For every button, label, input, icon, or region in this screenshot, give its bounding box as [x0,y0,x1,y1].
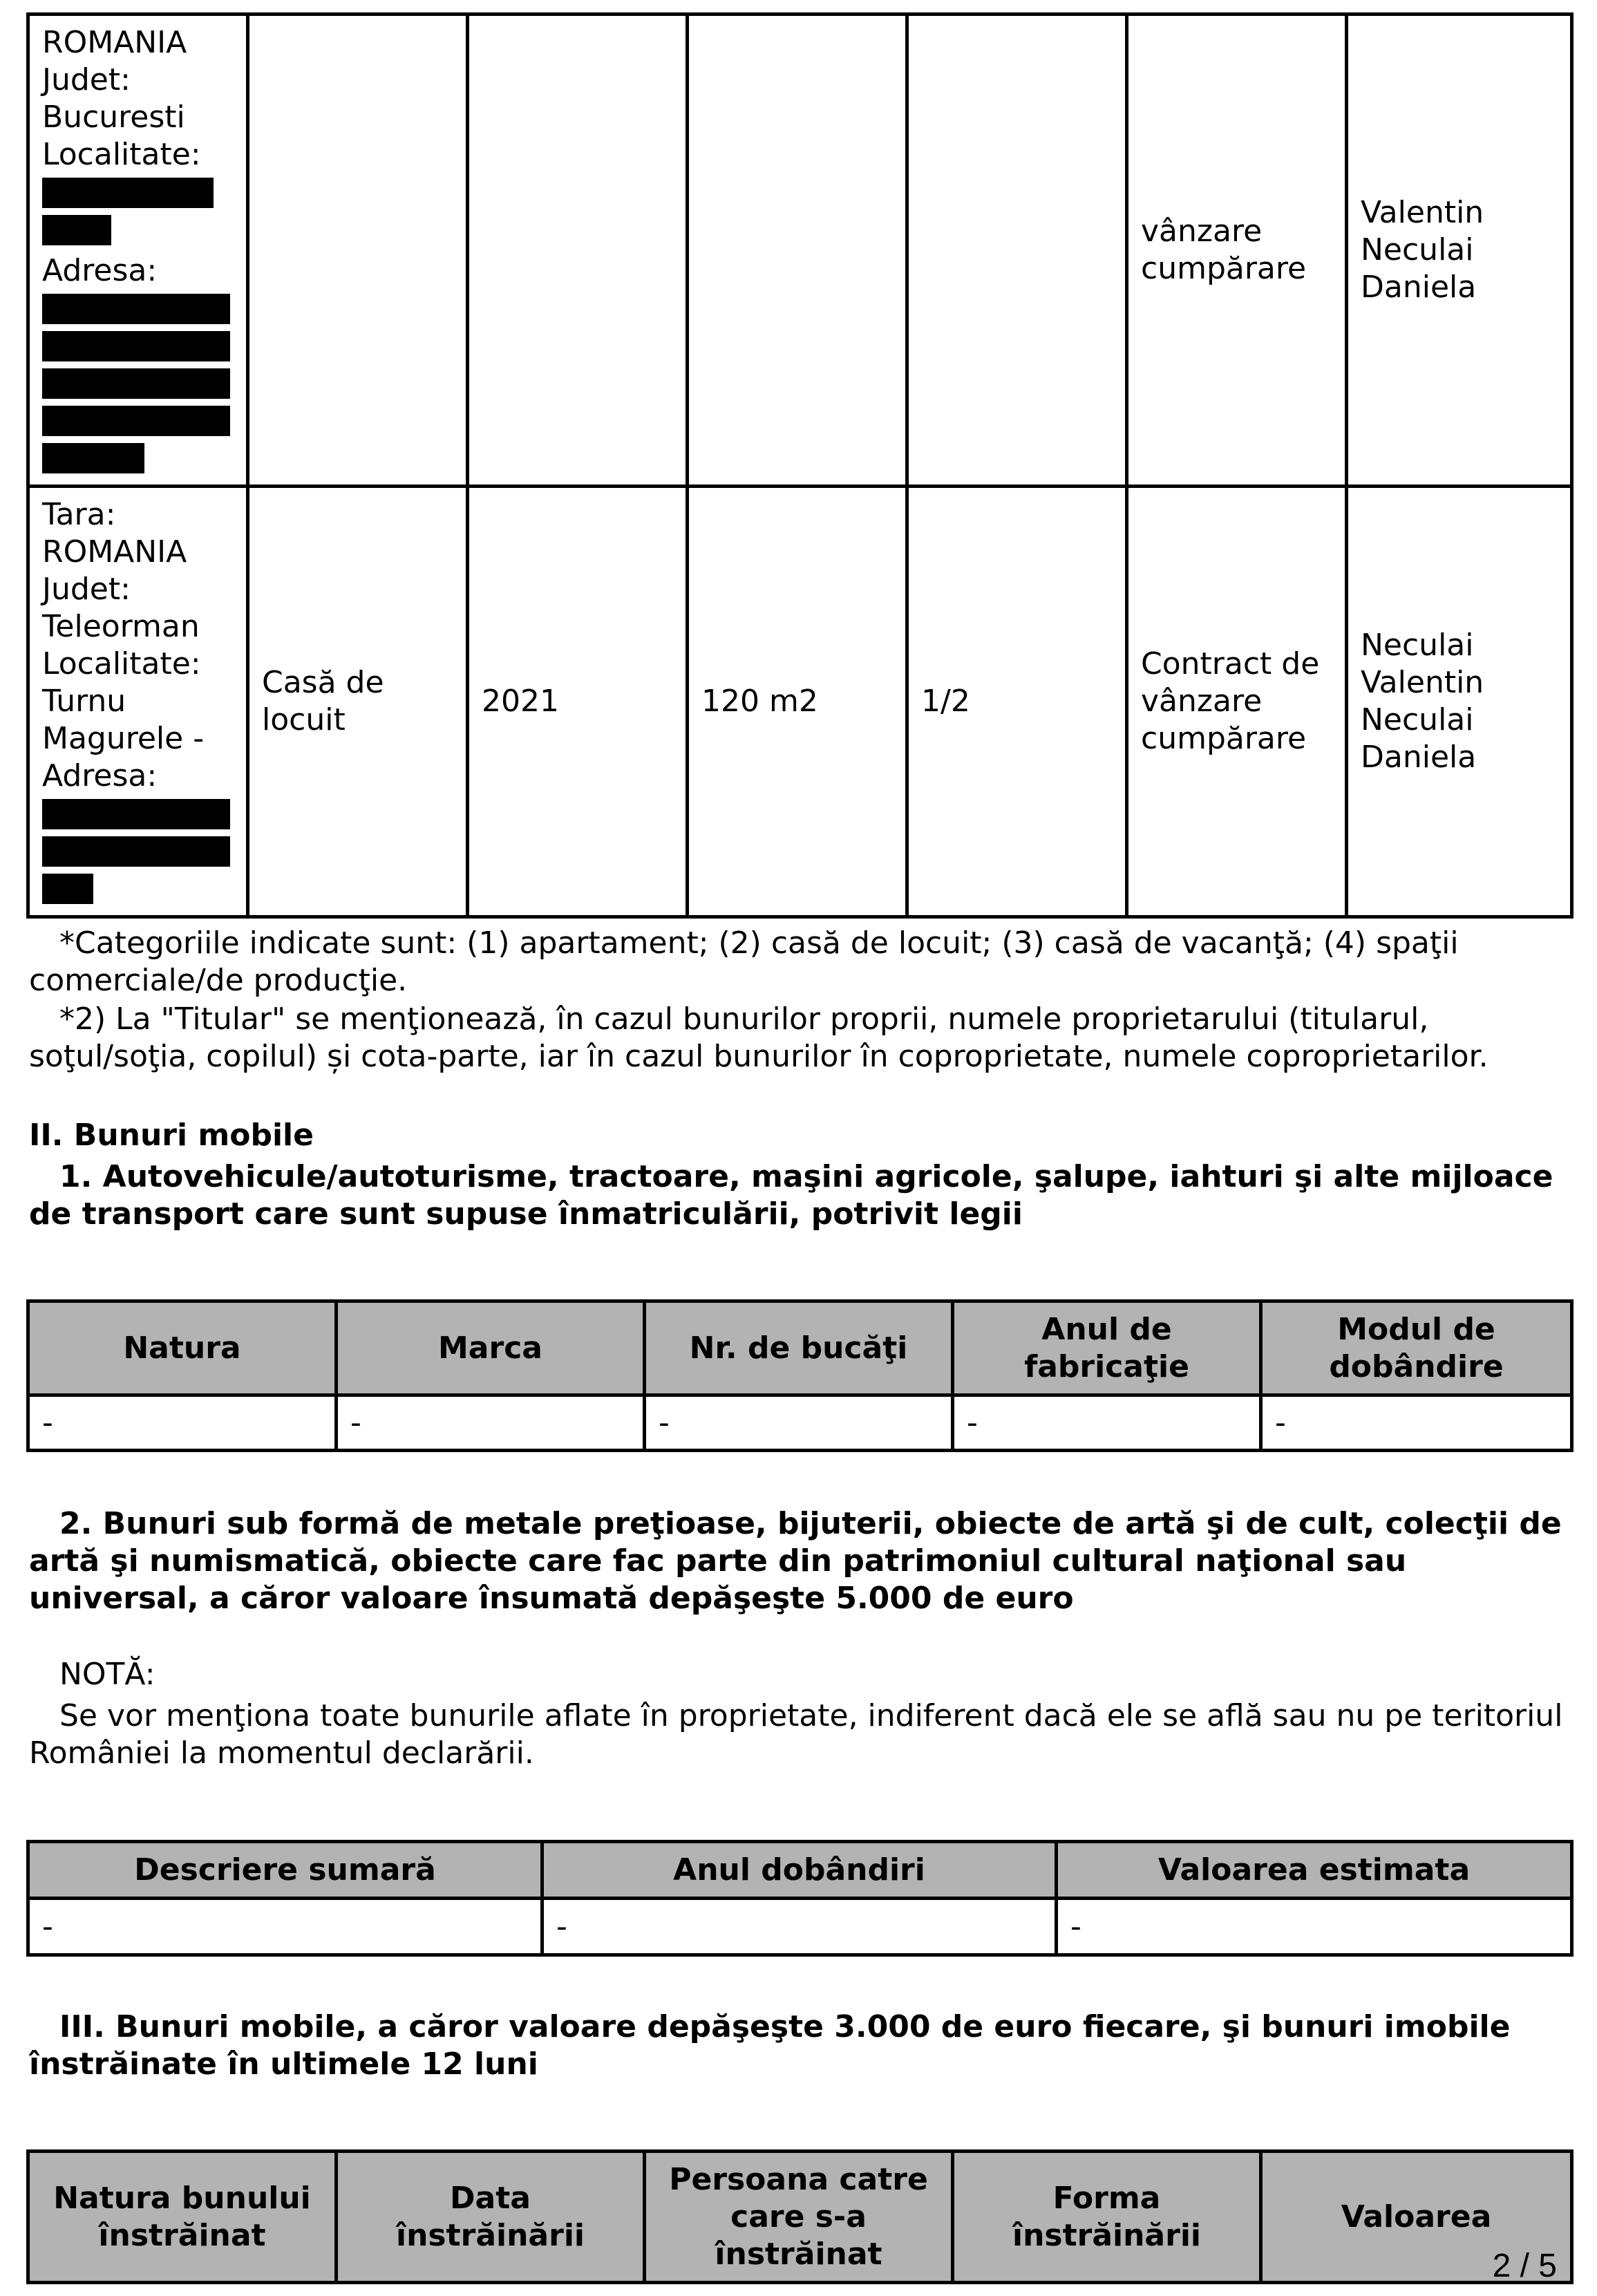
table-cell: - [953,1395,1261,1451]
column-header: Natura [28,1301,337,1395]
address-line: Tara: [42,497,116,532]
column-header: Data înstrăinării [337,2152,645,2283]
table-cell: - [645,1395,953,1451]
table-cell: - [1261,1395,1572,1451]
redaction-bar [42,368,230,399]
table-row [28,487,1572,917]
redaction-bar [42,294,230,324]
table-header-row [28,2152,1572,2283]
subsection-title: 2. Bunuri sub formă de metale preţioase, bijuterii, obiecte de artă şi de cult, colecţii de artă şi numismatică, obiecte care fac parte din patrimoniul cultural naţional sau universal, a căror valoare însumată depăşeşte 5.000 de euro [29,1506,1562,1616]
redaction-bar [42,215,111,245]
column-header: Marca [337,1301,645,1395]
table-cell: - [28,1899,542,1955]
redaction-bar [42,406,230,436]
year-cell: 2021 [468,487,688,917]
table-header-row [28,1842,1572,1899]
address-cell [28,487,248,917]
acquisition-cell: Contract de vânzare cumpărare [1127,487,1347,917]
column-header: Valoarea [1261,2152,1572,2283]
redaction-bar [42,836,230,867]
address-line: Teleorman [42,609,200,644]
column-header: Nr. de bucăţi [645,1301,953,1395]
table-cell: - [1057,1899,1572,1955]
column-header: Persoana catre care s-a înstrăinat [645,2152,953,2283]
area-cell: 120 m2 [688,487,907,917]
address-line: Turnu [42,684,126,719]
real-estate-table [26,12,1574,919]
alienated-goods-table [26,2149,1574,2284]
address-line: Magurele - [42,721,205,756]
address-line: ROMANIA [42,25,187,60]
acquisition-cell: vânzare cumpărare [1127,15,1347,487]
address-line: Judet: [42,572,131,607]
address-line: ROMANIA [42,534,187,570]
redaction-bar [42,331,230,361]
redaction-bar [42,799,230,829]
redaction-bar [42,178,214,208]
redaction-bar [42,443,144,473]
section-title: III. Bunuri mobile, a căror valoare depăşeşte 3.000 de euro fiecare, şi bunuri imobile înstrăinate în ultimele 12 luni [29,2009,1511,2082]
table-row [28,15,1572,487]
column-header: Descriere sumară [28,1842,542,1899]
year-cell [468,15,688,487]
address-cell [28,15,248,487]
table-header-row [28,1301,1572,1395]
column-header: Anul dobândiri [542,1842,1057,1899]
area-cell [688,15,907,487]
table-row [28,1899,1572,1955]
address-line: Bucuresti [42,100,185,135]
page-number: 2 / 5 [1492,2248,1557,2284]
address-line: Adresa: [42,758,158,793]
vehicles-table [26,1299,1574,1452]
address-line: Judet: [42,62,131,97]
owner-note: *2) La "Titular" se menţionează, în cazul bunurilor proprii, numele proprietarului (titularul, soţul/soţia, copilul) și cota-parte, iar în cazul bunurilor în coproprietate, numele coproprietarilor. [29,1001,1489,1074]
redaction-bar [42,874,93,904]
subsection-title: 1. Autovehicule/autoturisme, tractoare, maşini agricole, şalupe, iahturi şi alte mijloace de transport care sunt supuse înmatriculării, potrivit legii [29,1159,1553,1232]
category-cell [248,15,468,487]
address-line: Adresa: [42,253,158,288]
column-header: Anul de fabricaţie [953,1301,1261,1395]
table-row [28,1395,1572,1451]
valuables-table [26,1840,1574,1957]
category-note: *Categoriile indicate sunt: (1) apartament; (2) casă de locuit; (3) casă de vacanţă; (4) spaţii comerciale/de producţie. [29,925,1459,998]
nota-label: NOTĂ: [59,1657,155,1692]
column-header: Valoarea estimata [1057,1842,1572,1899]
section-title: II. Bunuri mobile [29,1118,314,1153]
table-cell: - [542,1899,1057,1955]
owner-cell: Valentin Neculai Daniela [1347,15,1572,487]
address-line: Localitate: [42,646,201,681]
share-cell [907,15,1127,487]
share-cell: 1/2 [907,487,1127,917]
table-cell: - [28,1395,337,1451]
column-header: Natura bunului înstrăinat [28,2152,337,2283]
owner-cell: Neculai Valentin Neculai Daniela [1347,487,1572,917]
address-line: Localitate: [42,137,201,172]
category-cell: Casă de locuit [248,487,468,917]
table-cell: - [337,1395,645,1451]
column-header: Forma înstrăinării [953,2152,1261,2283]
column-header: Modul de dobândire [1261,1301,1572,1395]
nota-text: Se vor menţiona toate bunurile aflate în proprietate, indiferent dacă ele se află sau nu pe teritoriul României la momentul declarării. [29,1698,1563,1771]
